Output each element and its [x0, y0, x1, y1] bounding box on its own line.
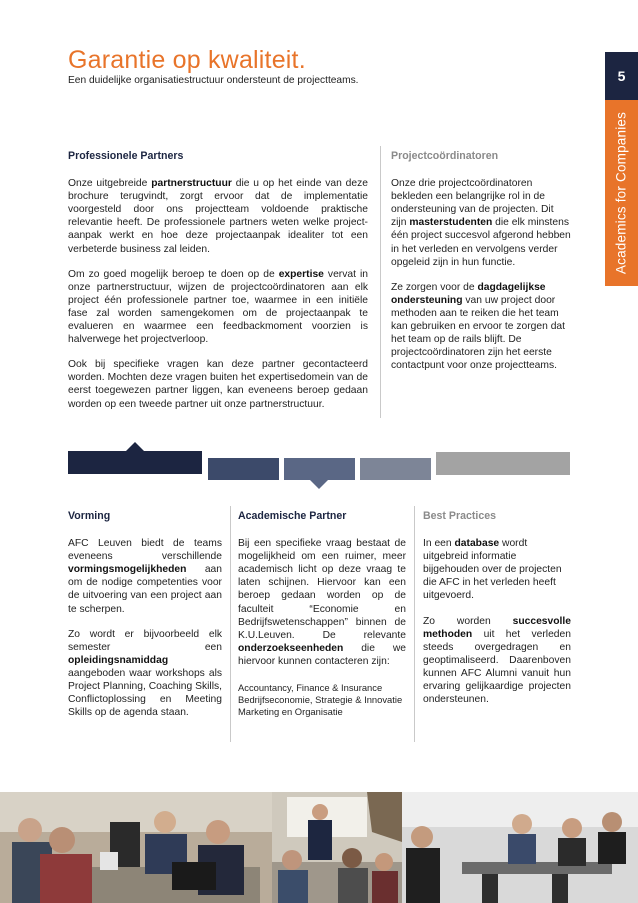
academic-partner-paragraph: Bij een specifieke vraag bestaat de mogelijkheid om een ruimer, meer academisch licht op deze vraag te laten schijnen. Hiervoor kan een beroep gedaan worden op de faculteit “Economie en Bedrijfswetenschappen” binnen de K.U.Leuven. De relevante onderzoekseenheden die we hiervoor kunnen contacteren zijn: [238, 538, 406, 667]
column-divider-3 [414, 506, 415, 742]
academic-partner-section [238, 510, 406, 718]
students-meeting-photo-icon [0, 792, 272, 903]
best-practices-section [423, 510, 571, 718]
professional-partners-paragraph-2: Om zo goed mogelijk beroep te doen op de expertise vervat in onze partnerstructuur, wijzen de projectcoördinatoren aan elk project één professionele partner toe, waarmee in een initiële fase zal worden samengekomen om de projectaanpak te evalueren en waarmee een feedbackmoment voorzien is halverwege het projectverloop. [68, 268, 368, 346]
photo-strip [0, 792, 638, 903]
column-divider [380, 146, 381, 418]
slate-bar [208, 458, 279, 480]
best-practices-heading: Best Practices [423, 510, 497, 522]
research-units-list [238, 682, 406, 718]
grey-bar [436, 452, 570, 475]
vorming-paragraph-1: AFC Leuven biedt de teams eveneens verschillende vormingsmogelijkheden aan om de nodige competenties voor de uitvoering van een project aan te scherpen. [68, 538, 222, 615]
page-number: 5 [605, 52, 638, 100]
professional-partners-paragraph-3: Ook bij specifieke vragen kan deze partner gecontacteerd worden. Mochten deze vragen buiten het expertisedomein van de eerst toegewezen partner liggen, kan eveneens beroep gedaan worden op een tweede partner uit onze partnerstructuur. [68, 359, 368, 410]
coordinators-paragraph-2: Ze zorgen voor de dagdagelijkse ondersteuning van uw project door methoden aan te reiken die het team kan gebruiken en ervoor te zorgen dat het team op de rails blijft. De projectcoördinatoren zijn het eerste contactpunt voor onze projectteams. [391, 281, 566, 372]
navy-bar-pointer [126, 442, 144, 451]
research-unit: Marketing en Organisatie [238, 706, 343, 718]
research-unit: Bedrijfseconomie, Strategie & Innovatie [238, 694, 403, 706]
column-divider-2 [230, 506, 231, 742]
grey-blue-bar [360, 458, 431, 480]
professional-partners-paragraph-1: Onze uitgebreide partnerstructuur die u op het einde van deze brochure terugvindt, zorgt ervoor dat de implementatie voorgesteld door ons projectteam voldoende praktische relevantie heeft. De professionele partners weten welke project-aanpak werkt en hoe deze projectaanpak idealiter tot een verbeterde business zal leiden. [68, 178, 368, 255]
professional-partners-section [68, 150, 368, 423]
coordinators-section [391, 150, 571, 384]
vorming-section [68, 510, 222, 731]
presentation-photo-icon [272, 792, 402, 903]
best-practices-paragraph-2: Zo worden succesvolle methoden uit het verleden steeds overgedragen en geoptimaliseerd. Daarenboven kunnen AFC Alumni vanuit hun ervaring gelijkaardige projecten ondersteunen. [423, 615, 571, 706]
steel-bar [284, 458, 355, 480]
conference-table-photo-icon [402, 792, 638, 903]
vorming-paragraph-2: Zo wordt er bijvoorbeeld elk semester een opleidingsnamiddag aangeboden waar workshops als Project Planning, Coaching Skills, Conflictoplossing en Meeting Skills op de agenda staan. [68, 628, 222, 719]
side-label: Academics for Companies [613, 111, 629, 275]
coordinators-paragraph-1: Onze drie projectcoördinatoren bekleden een belangrijke rol in de ondersteuning van de projecten. Dit zijn masterstudenten die elk minstens één project succesvol afgerond hebben in het verleden en vervolgens verder opgeleid zijn in hun functie. [391, 178, 571, 268]
vorming-heading: Vorming [68, 510, 111, 522]
page-subtitle: Een duidelijke organisatiestructuur ondersteunt de projectteams. [68, 75, 359, 86]
steel-bar-pointer [310, 480, 328, 489]
navy-bar [68, 451, 202, 474]
academic-partner-heading: Academische Partner [238, 510, 347, 522]
research-unit: Accountancy, Finance & Insurance [238, 682, 383, 694]
professional-partners-heading: Professionele Partners [68, 150, 184, 162]
best-practices-paragraph-1: In een database wordt uitgebreid informatie bijgehouden over de projecten die AFC in het verleden heeft uitgevoerd. [423, 538, 562, 602]
page-title: Garantie op kwaliteit. [68, 46, 306, 74]
coordinators-heading: Projectcoördinatoren [391, 150, 499, 162]
